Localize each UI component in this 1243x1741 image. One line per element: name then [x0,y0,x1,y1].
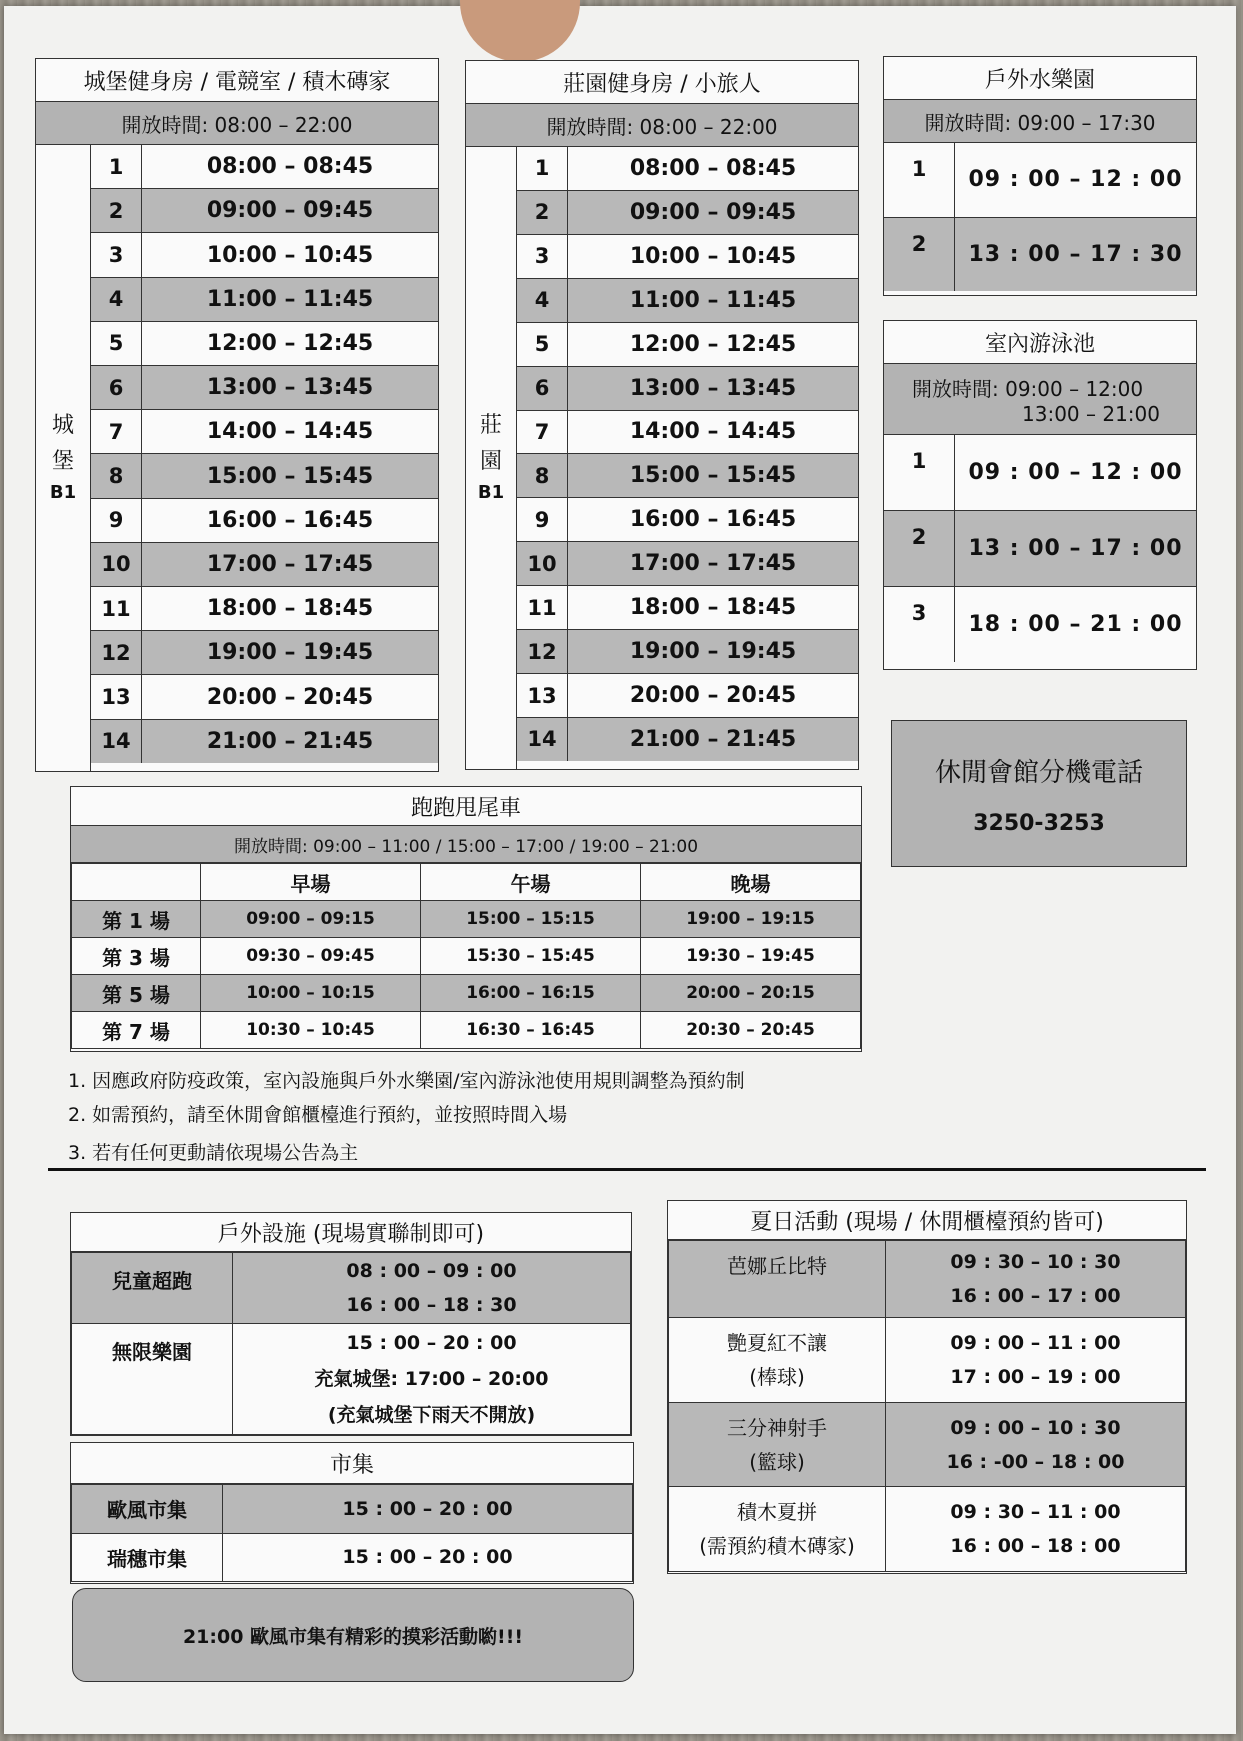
castle-gym-hours: 開放時間: 08:00 – 22:00 [36,102,438,145]
pool-slots [884,435,1196,662]
slot-number: 1 [884,143,955,217]
slot-row [517,191,858,235]
slot-time: 12:00 – 12:45 [206,330,374,356]
slot-time: 20:00 – 20:45 [206,684,374,710]
slot-number: 2 [517,191,568,234]
slot-number: 11 [517,586,568,629]
phone-box [891,720,1187,867]
slot-time: 10:00 – 10:45 [206,242,374,268]
slot-row [517,323,858,367]
run-car-grid [71,863,861,1049]
slot-row [91,720,438,763]
slot-number: 12 [517,630,568,673]
session-time: 16:30 – 16:45 [421,1012,641,1049]
session-time: 15:00 – 15:15 [421,901,641,938]
castle-gym-title: 城堡健身房 / 電競室 / 積木磚家 [36,59,438,102]
slot-number: 8 [91,454,142,497]
slot-number: 3 [884,587,955,662]
slot-number: 3 [517,235,568,278]
slot-row [91,675,438,719]
slot-time: 09:00 – 09:45 [629,199,797,225]
slot-time: 21:00 – 21:45 [206,728,374,754]
slot-number: 1 [91,145,142,188]
market-table [70,1442,634,1584]
slot-number: 12 [91,631,142,674]
pool-table [883,320,1197,670]
activity-name: 芭娜丘比特 [669,1241,886,1318]
col-morning: 早場 [201,864,421,901]
slot-number: 5 [91,322,142,365]
slot-row [884,587,1196,662]
castle-slots [91,145,438,771]
session-time: 19:00 – 19:15 [641,901,861,938]
market-name-0: 歐風市集 [72,1485,223,1534]
col-evening: 晚場 [641,864,861,901]
note-2: 2. 如需預約，請至休閒會館櫃檯進行預約，並按照時間入場 [68,1104,568,1126]
summer-activities-table [667,1200,1187,1574]
manor-location: 莊 園 B1 [466,147,517,769]
activity-times: 09 : 00 – 11 : 00 17 : 00 – 19 : 00 [886,1318,1186,1403]
run-car-row [72,938,861,975]
slot-time: 09:00 – 09:45 [206,198,374,224]
slot-row [91,145,438,189]
slot-number: 2 [884,218,955,292]
session-label: 第 3 場 [72,938,201,975]
activity-row [669,1318,1186,1403]
slot-number: 2 [884,511,955,586]
run-car-row [72,901,861,938]
slot-time: 09 : 00 – 12 : 00 [968,167,1183,193]
pool-hours: 開放時間: 09:00 – 12:00 13:00 – 21:00 [884,364,1196,435]
run-car-table [70,786,862,1052]
manor-gym-title: 莊園健身房 / 小旅人 [466,61,858,104]
session-time: 10:30 – 10:45 [201,1012,421,1049]
session-time: 09:00 – 09:15 [201,901,421,938]
session-time: 09:30 – 09:45 [201,938,421,975]
castle-location: 城 堡 B1 [36,145,91,771]
outdoor-name-1: 無限樂園 [72,1324,233,1435]
waterpark-title: 戶外水樂園 [884,57,1196,100]
slot-row [91,543,438,587]
slot-time: 18:00 – 18:45 [629,595,797,621]
slot-time: 13:00 – 13:45 [629,375,797,401]
slot-time: 13:00 – 13:45 [206,375,374,401]
slot-time: 09 : 00 – 12 : 00 [968,460,1183,486]
session-time: 15:30 – 15:45 [421,938,641,975]
market-title: 市集 [71,1443,633,1484]
activity-name: 三分神射手 (籃球) [669,1402,886,1487]
slot-number: 4 [517,279,568,322]
slot-number: 6 [91,366,142,409]
activity-times: 09 : 30 – 11 : 00 16 : 00 – 18 : 00 [886,1487,1186,1572]
activity-name: 積木夏拼 (需預約積木磚家) [669,1487,886,1572]
slot-row [517,235,858,279]
slot-row [517,718,858,761]
activity-row [669,1241,1186,1318]
slot-time: 16:00 – 16:45 [629,507,797,533]
slot-row [91,631,438,675]
slot-time: 17:00 – 17:45 [206,551,374,577]
slot-number: 6 [517,367,568,410]
slot-row [91,233,438,277]
slot-time: 11:00 – 11:45 [206,286,374,312]
divider-line [48,1168,1206,1171]
slot-number: 11 [91,587,142,630]
castle-gym-table [35,58,439,772]
slot-number: 1 [517,147,568,190]
slot-row [91,499,438,543]
session-label: 第 5 場 [72,975,201,1012]
slot-row [884,435,1196,511]
outdoor-times-0: 08 : 00 – 09 : 00 16 : 00 – 18 : 30 [233,1253,631,1324]
run-car-row [72,975,861,1012]
session-time: 19:30 – 19:45 [641,938,861,975]
slot-number: 8 [517,454,568,497]
slot-number: 3 [91,233,142,276]
slot-row [91,366,438,410]
slot-time: 16:00 – 16:45 [206,507,374,533]
slot-row [91,189,438,233]
session-time: 20:30 – 20:45 [641,1012,861,1049]
slot-time: 18 : 00 – 21 : 00 [968,612,1183,638]
slot-row [517,454,858,498]
run-car-title: 跑跑甩尾車 [71,787,861,826]
slot-time: 12:00 – 12:45 [629,331,797,357]
slot-number: 14 [517,718,568,761]
slot-row [517,147,858,191]
session-time: 20:00 – 20:15 [641,975,861,1012]
slot-number: 2 [91,189,142,232]
slot-number: 10 [517,542,568,585]
slot-row [884,218,1196,292]
slot-time: 08:00 – 08:45 [629,155,797,181]
slot-number: 10 [91,543,142,586]
slot-row [517,674,858,718]
outdoor-title: 戶外設施 (現場實聯制即可) [71,1213,631,1252]
session-time: 16:00 – 16:15 [421,975,641,1012]
activity-row [669,1487,1186,1572]
session-label: 第 1 場 [72,901,201,938]
slot-row [517,586,858,630]
market-name-1: 瑞穗市集 [72,1533,223,1582]
summer-title: 夏日活動 (現場 / 休閒櫃檯預約皆可) [668,1201,1186,1240]
slot-time: 19:00 – 19:45 [206,640,374,666]
slot-time: 08:00 – 08:45 [206,154,374,180]
slot-time: 15:00 – 15:45 [206,463,374,489]
slot-row [517,542,858,586]
activity-times: 09 : 30 – 10 : 30 16 : 00 – 17 : 00 [886,1241,1186,1318]
col-afternoon: 午場 [421,864,641,901]
slot-row [884,511,1196,587]
slot-number: 4 [91,278,142,321]
waterpark-slots [884,143,1196,291]
slot-number: 9 [517,498,568,541]
slot-row [91,278,438,322]
slot-number: 5 [517,323,568,366]
pool-title: 室內游泳池 [884,321,1196,364]
manor-gym-hours: 開放時間: 08:00 – 22:00 [466,104,858,147]
slot-row [517,411,858,455]
slot-time: 14:00 – 14:45 [629,419,797,445]
slot-time: 21:00 – 21:45 [629,726,797,752]
slot-row [91,322,438,366]
run-car-row [72,1012,861,1049]
slot-time: 17:00 – 17:45 [629,551,797,577]
slot-time: 11:00 – 11:45 [629,287,797,313]
slot-number: 9 [91,499,142,542]
market-time-0: 15 : 00 – 20 : 00 [223,1485,633,1534]
slot-number: 7 [91,410,142,453]
slot-row [91,410,438,454]
outdoor-facilities-table [70,1212,632,1436]
slot-row [517,367,858,411]
session-time: 10:00 – 10:15 [201,975,421,1012]
slot-number: 13 [91,675,142,718]
outdoor-times-1: 15 : 00 – 20 : 00 充氣城堡: 17:00 – 20:00 (充氣城堡下雨天不開放) [233,1324,631,1435]
slot-number: 14 [91,720,142,763]
activity-times: 09 : 00 – 10 : 30 16 : -00 – 18 : 00 [886,1402,1186,1487]
slot-row [517,279,858,323]
slot-row [91,454,438,498]
slot-row [91,587,438,631]
note-3: 3. 若有任何更動請依現場公告為主 [68,1142,359,1164]
waterpark-hours: 開放時間: 09:00 – 17:30 [884,100,1196,143]
slot-time: 15:00 – 15:45 [629,463,797,489]
session-label: 第 7 場 [72,1012,201,1049]
slot-time: 14:00 – 14:45 [206,419,374,445]
activity-row [669,1402,1186,1487]
note-1: 1. 因應政府防疫政策，室內設施與戶外水樂園/室內游泳池使用規則調整為預約制 [68,1070,745,1092]
manor-gym-table [465,60,859,770]
slot-number: 13 [517,674,568,717]
slot-number: 7 [517,411,568,454]
waterpark-table [883,56,1197,296]
phone-title: 休閒會館分機電話 [934,757,1143,788]
outdoor-name-0: 兒童超跑 [72,1253,233,1324]
slot-row [884,143,1196,218]
slot-number: 1 [884,435,955,510]
lottery-banner: 21:00 歐風市集有精彩的摸彩活動喲!!! [72,1588,634,1682]
phone-number: 3250-3253 [973,810,1105,836]
slot-row [517,630,858,674]
slot-time: 20:00 – 20:45 [629,683,797,709]
activity-name: 艷夏紅不讓 (棒球) [669,1318,886,1403]
run-car-hours: 開放時間: 09:00 – 11:00 / 15:00 – 17:00 / 19:00 – 21:00 [71,826,861,863]
slot-row [517,498,858,542]
market-time-1: 15 : 00 – 20 : 00 [223,1533,633,1582]
manor-slots [517,147,858,769]
slot-time: 13 : 00 – 17 : 00 [968,536,1183,562]
slot-time: 13 : 00 – 17 : 30 [968,241,1183,267]
slot-time: 18:00 – 18:45 [206,596,374,622]
slot-time: 10:00 – 10:45 [629,243,797,269]
slot-time: 19:00 – 19:45 [629,639,797,665]
